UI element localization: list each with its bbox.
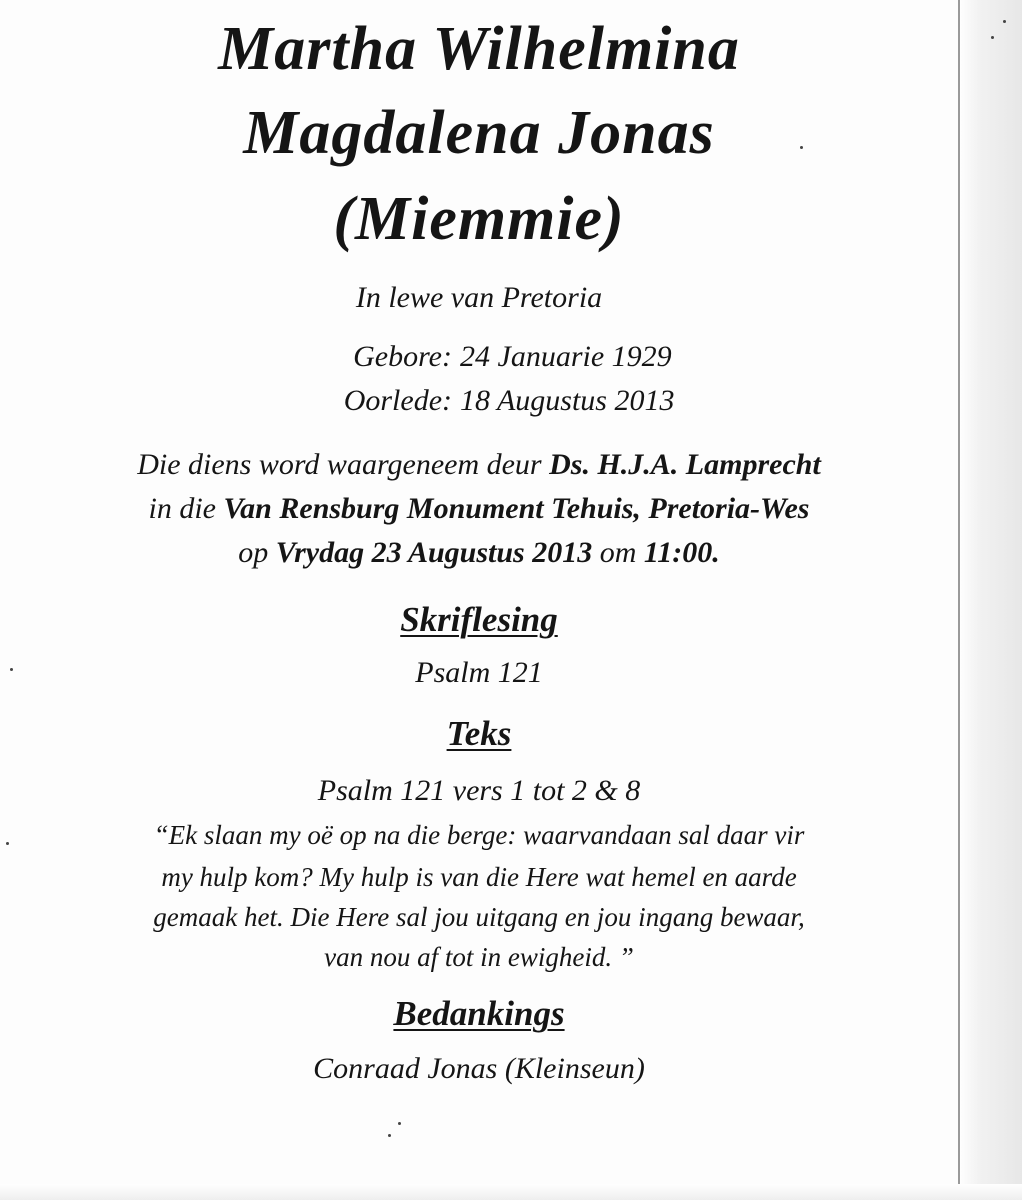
born-label: Gebore: — [353, 340, 452, 373]
page-bottom-edge — [0, 1184, 1022, 1200]
service-date-intro: op — [238, 536, 276, 569]
thanks-person: Conraad Jonas (Kleinseun) — [313, 1052, 645, 1085]
service-line-1 — [0, 450, 958, 480]
quote-line-2: my hulp kom? My hulp is van die Here wat hemel en aarde — [161, 862, 797, 892]
service-line-2 — [0, 494, 958, 524]
service-line-3 — [0, 538, 958, 568]
born-row — [322, 342, 672, 372]
thanks-heading: Bedankings — [393, 994, 565, 1033]
text-heading: Teks — [446, 714, 512, 753]
service-officiant: Ds. H.J.A. Lamprecht — [549, 448, 821, 481]
page-edge-shadow — [958, 0, 1022, 1200]
died-row — [322, 386, 674, 416]
died-date: 18 Augustus 2013 — [460, 384, 675, 417]
service-date: Vrydag 23 Augustus 2013 — [275, 536, 593, 569]
deceased-nickname: (Miemmie) — [333, 185, 625, 253]
deceased-name-line-1: Martha Wilhelmina — [218, 15, 740, 83]
quote-line-1: “Ek slaan my oë op na die berge: waarvandaan sal daar vir — [153, 820, 805, 850]
quote-line-4: van nou af tot in ewigheid. ” — [324, 942, 634, 972]
residence: In lewe van Pretoria — [355, 281, 603, 314]
died-label: Oorlede: — [343, 384, 452, 417]
scan-speck — [991, 36, 994, 39]
scan-speck — [388, 1134, 391, 1137]
page-edge-line — [958, 0, 960, 1200]
scan-speck — [1003, 20, 1006, 23]
scripture-reference: Psalm 121 — [415, 656, 543, 689]
service-officiant-intro: Die diens word waargeneem deur — [137, 448, 550, 481]
service-time-intro: om — [592, 536, 644, 569]
deceased-name-line-2: Magdalena Jonas — [243, 99, 715, 167]
service-time: 11:00. — [643, 536, 720, 569]
scripture-heading: Skriflesing — [400, 600, 558, 639]
quote-line-3: gemaak het. Die Here sal jou uitgang en jou ingang bewaar, — [153, 902, 805, 932]
text-reference: Psalm 121 vers 1 tot 2 & 8 — [317, 774, 641, 807]
born-date: 24 Januarie 1929 — [460, 340, 672, 373]
scan-speck — [398, 1122, 401, 1125]
service-venue: Van Rensburg Monument Tehuis, Pretoria-Wes — [223, 492, 810, 525]
service-venue-intro: in die — [148, 492, 224, 525]
